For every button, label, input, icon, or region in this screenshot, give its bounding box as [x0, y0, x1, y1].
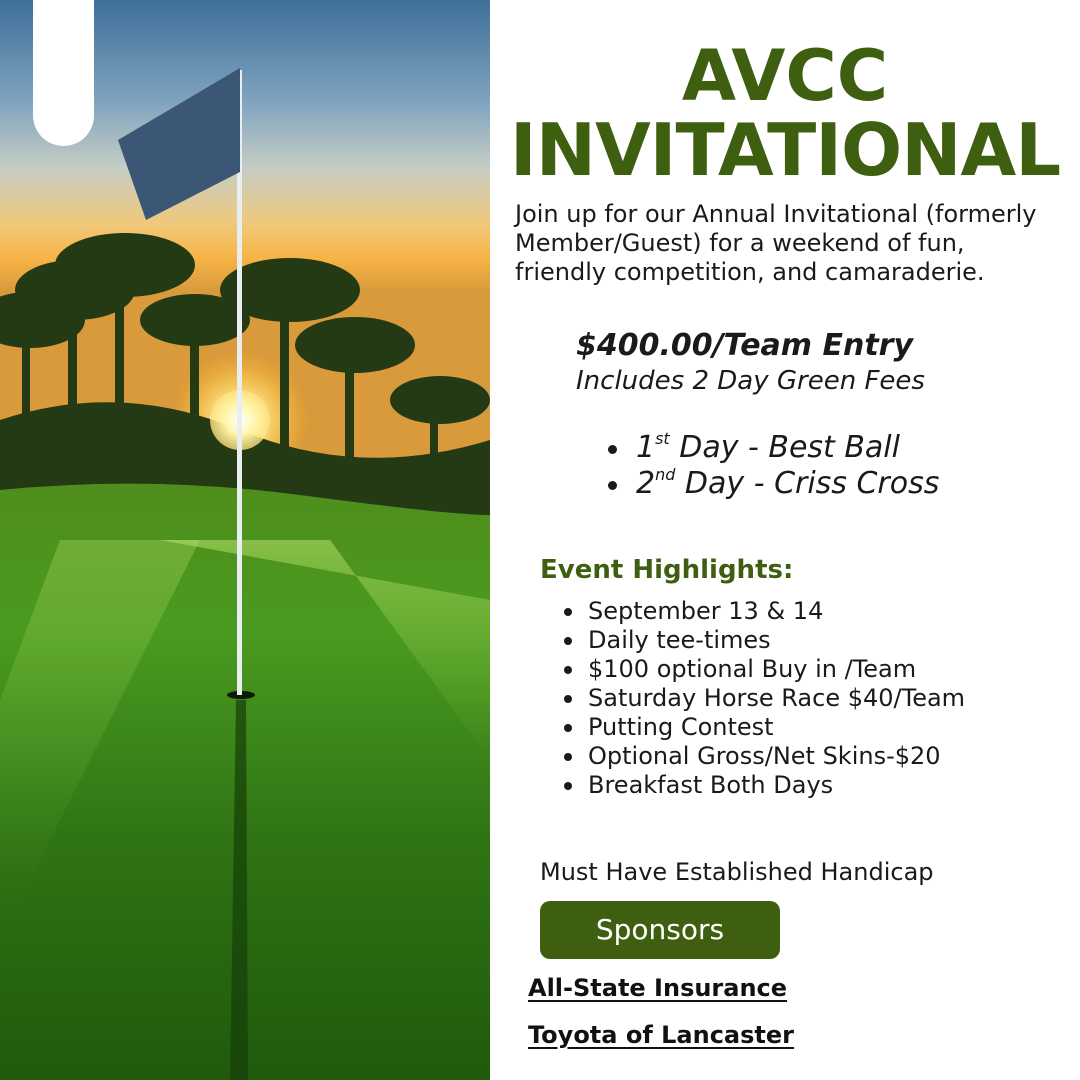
list-item: Breakfast Both Days [563, 771, 1023, 800]
entry-includes: Includes 2 Day Green Fees [576, 366, 925, 396]
handicap-requirement: Must Have Established Handicap [540, 858, 934, 886]
list-item: Optional Gross/Net Skins-$20 [563, 742, 1023, 771]
list-item: $100 optional Buy in /Team [563, 655, 1023, 684]
title-line-1: AVCC [681, 35, 889, 117]
highlights-list [563, 597, 1023, 800]
decorative-tab [33, 0, 94, 146]
sponsor-link-allstate[interactable]: All-State Insurance [528, 974, 788, 1002]
list-item: Putting Contest [563, 713, 1023, 742]
list-item: 2nd Day - Criss Cross [606, 466, 939, 502]
sponsors-button[interactable]: Sponsors [540, 901, 780, 959]
title-line-2: INVITATIONAL [509, 108, 1061, 192]
tournament-days-list [606, 430, 939, 502]
golf-course-photo [0, 0, 490, 1080]
entry-price: $400.00/Team Entry [576, 328, 914, 363]
sponsor-link-toyota[interactable]: Toyota of Lancaster [528, 1021, 794, 1049]
highlights-heading: Event Highlights: [540, 555, 794, 585]
list-item: September 13 & 14 [563, 597, 1023, 626]
content-panel [490, 0, 1080, 1080]
intro-text: Join up for our Annual Invitational (formerly Member/Guest) for a weekend of fun, friendly competition, and camaraderie. [515, 200, 1037, 286]
list-item: Saturday Horse Race $40/Team [563, 684, 1023, 713]
golf-flag-on-green-sunset-photo [0, 0, 490, 1080]
list-item: 1st Day - Best Ball [606, 430, 939, 466]
list-item: Daily tee-times [563, 626, 1023, 655]
